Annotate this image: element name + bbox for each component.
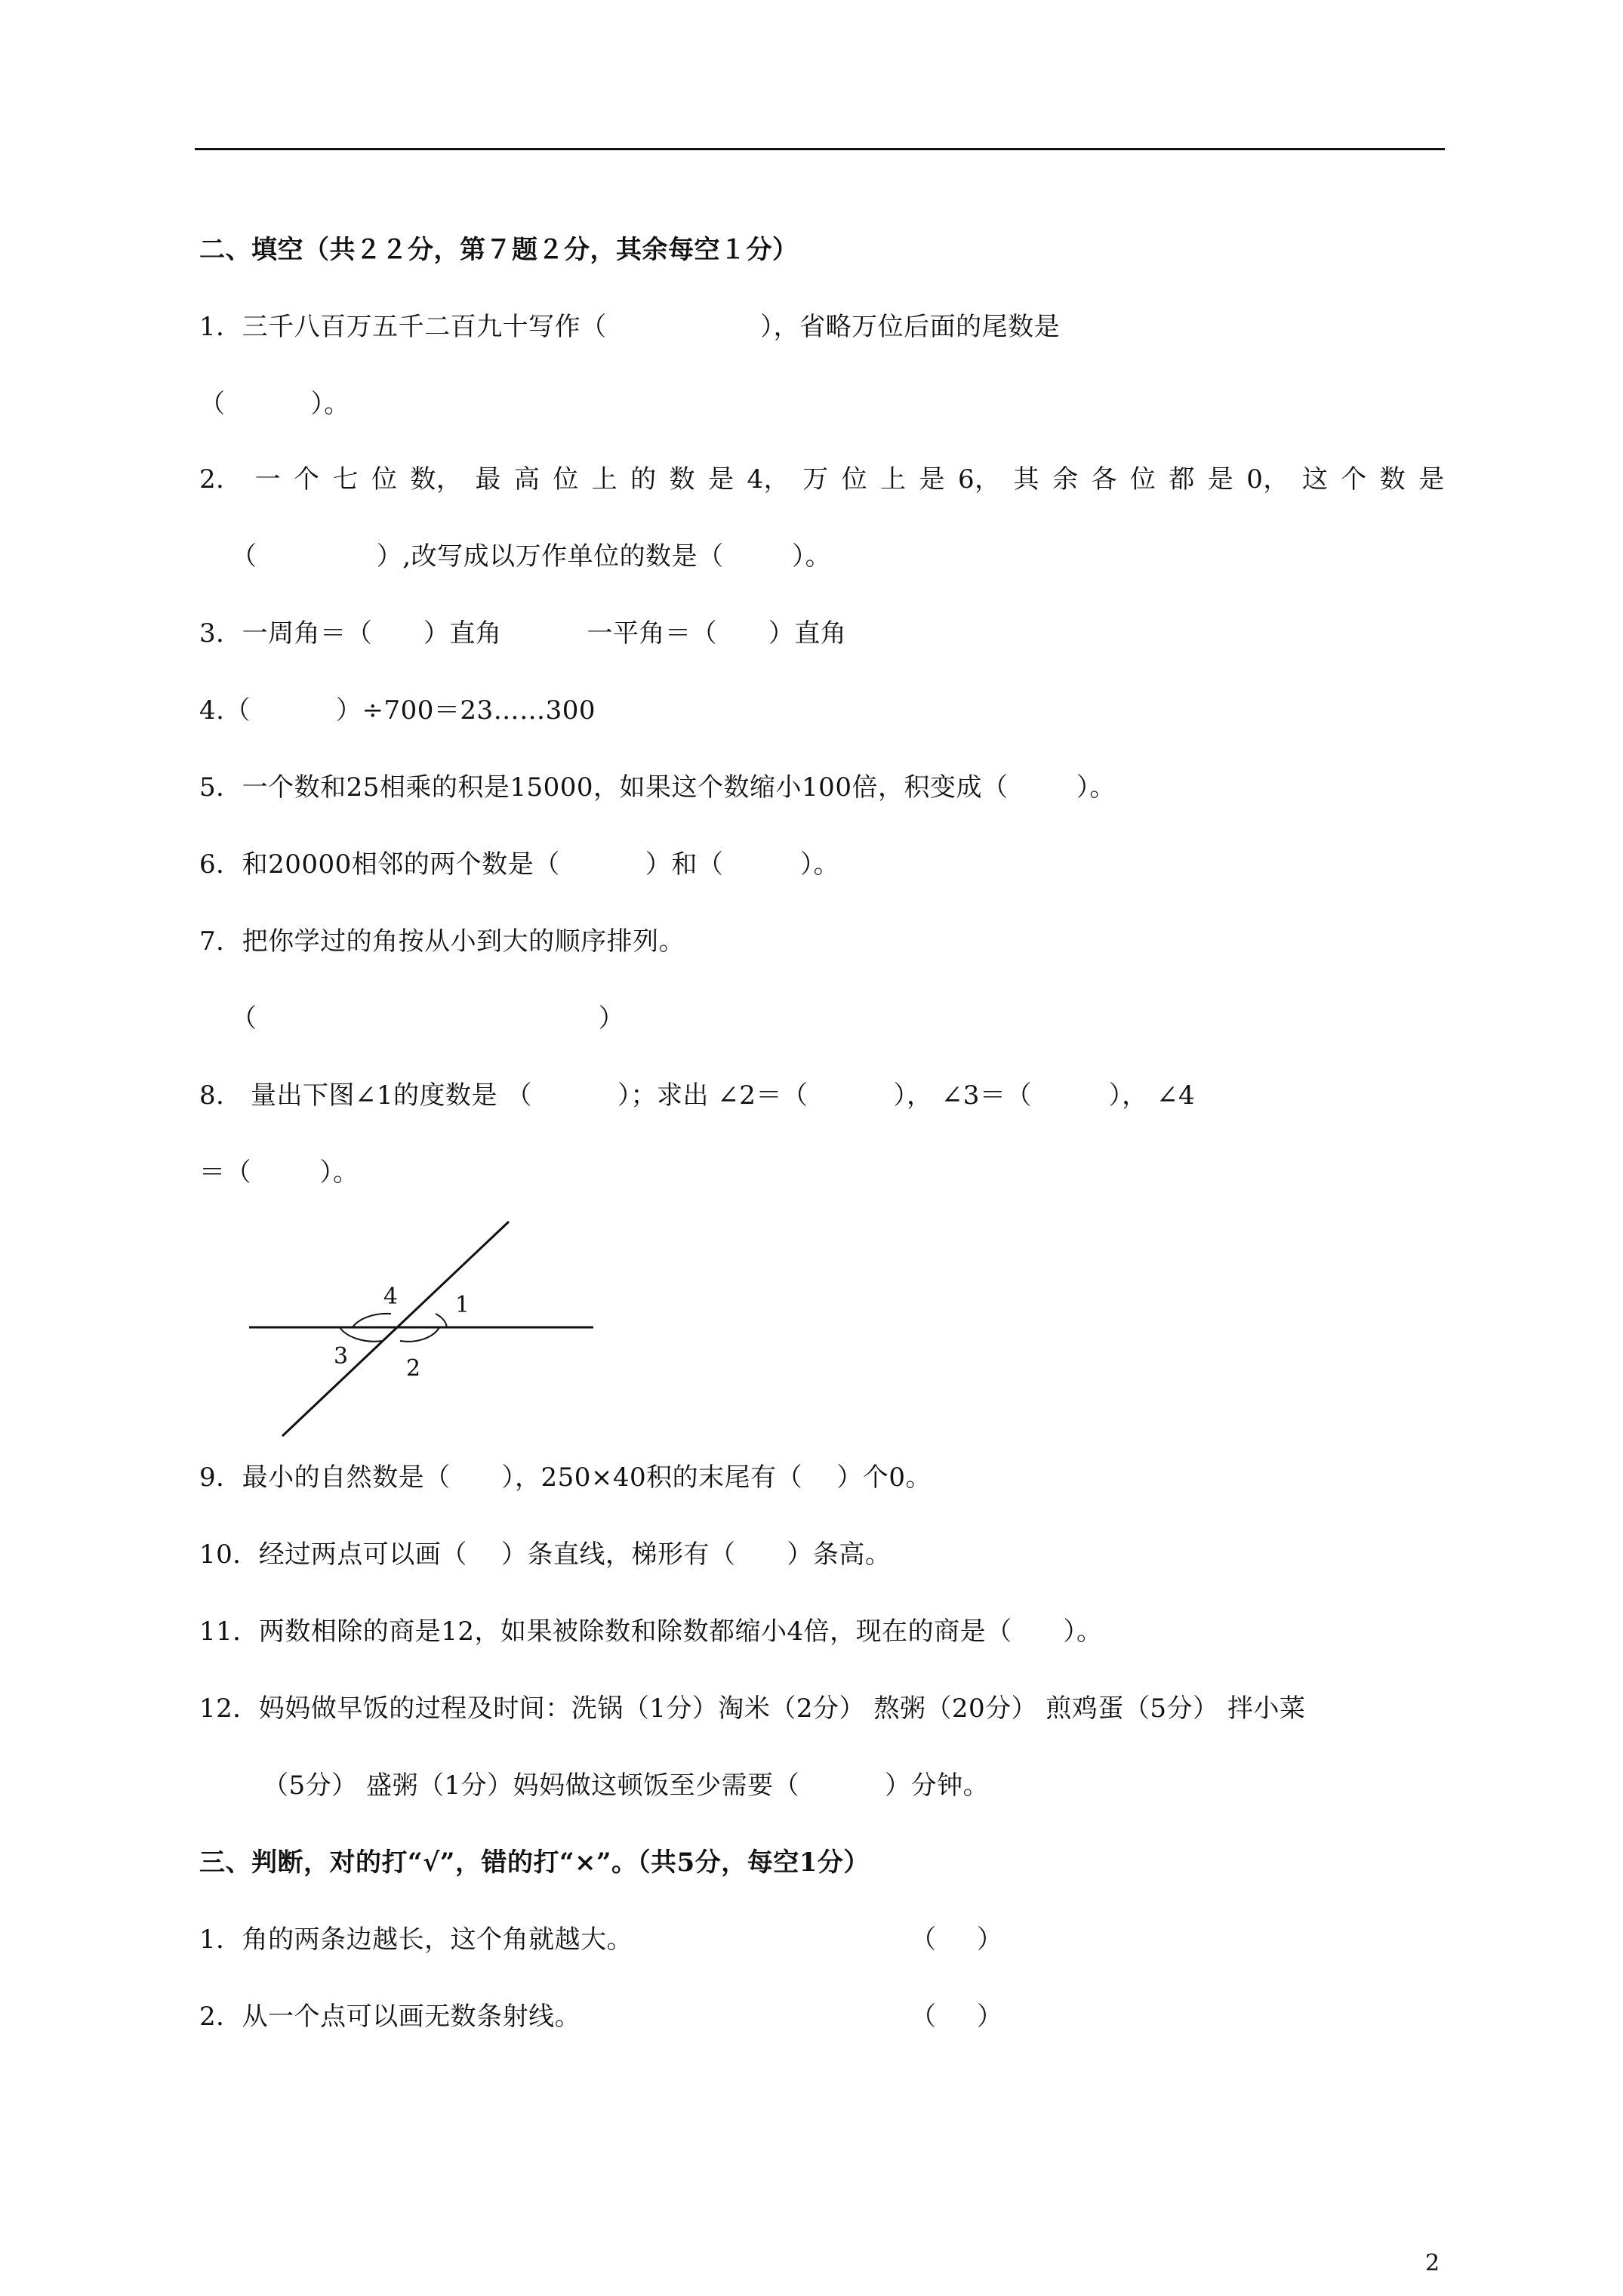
question-2-token: 各: [1091, 464, 1117, 495]
question-2-token: 一: [254, 464, 282, 495]
question-12-line-2: （5分） 盛粥（1分）妈妈做这顿饭至少需要（ ）分钟。: [263, 1771, 990, 1801]
question-2-token: 最: [475, 464, 501, 495]
question-2-token: 是: [1418, 464, 1445, 495]
question-2-token: 这: [1301, 464, 1329, 495]
question-2-token: 数: [669, 464, 696, 495]
question-7-line-1: 7．把你学过的角按从小到大的顺序排列。: [199, 926, 685, 957]
question-12-line-1: 12．妈妈做早饭的过程及时间：洗锅（1分）淘米（2分） 熬粥（20分） 煎鸡蛋（5分） 拌小菜: [199, 1693, 1306, 1724]
angle-label-1: 1: [455, 1292, 470, 1318]
statement-2-answer-blank[interactable]: （ ）: [910, 2002, 1003, 2032]
question-2-token: 上: [880, 464, 907, 495]
question-3: 3．一周角＝（ ）直角 一平角＝（ ）直角: [199, 618, 847, 649]
angle-label-3: 3: [334, 1343, 349, 1370]
angle-diagram: [242, 1208, 604, 1442]
question-7-line-2: （ ）: [231, 1003, 625, 1034]
question-2-token: 是: [708, 464, 735, 495]
angle-label-4: 4: [383, 1284, 399, 1310]
question-2-token: 是: [919, 464, 945, 495]
question-2-token: 数: [1379, 464, 1406, 495]
angle-1-arc: [436, 1314, 447, 1327]
question-2-token: 位: [841, 464, 868, 495]
section3-heading: 三、判断，对的打“√”，错的打“×”。（共5分，每空1分）: [199, 1848, 870, 1878]
header-rule: [195, 148, 1445, 150]
angle-3-arc: [340, 1327, 383, 1342]
question-11: 11．两数相除的商是12，如果被除数和除数都缩小4倍，现在的商是（ ）。: [199, 1616, 1103, 1647]
page-number: 2: [1425, 2250, 1440, 2276]
question-2-token: 的: [630, 464, 657, 495]
question-9: 9．最小的自然数是（ ），250×40积的末尾有（ ）个0。: [199, 1462, 932, 1493]
question-2-token: 数，: [410, 464, 463, 495]
question-2-token: 其: [1013, 464, 1040, 495]
question-2-token: 6，: [957, 464, 1001, 495]
question-2-token: 位: [553, 464, 579, 495]
question-2-token: 是: [1207, 464, 1234, 495]
question-2-line-1: [199, 462, 1445, 497]
angle-2-arc: [400, 1327, 439, 1342]
question-8-line-1: 8． 量出下图∠1的度数是 （ ）；求出 ∠2＝（ ）， ∠3＝（ ）， ∠4: [199, 1080, 1196, 1111]
question-2-token: 七: [332, 464, 359, 495]
question-2-line-2: （ ）,改写成以万作单位的数是（ ）。: [231, 541, 832, 572]
question-2-token: 0，: [1246, 464, 1289, 495]
question-2-token: 余: [1052, 464, 1079, 495]
question-2-token: 4，: [747, 464, 790, 495]
angle-label-2: 2: [406, 1355, 421, 1382]
transversal-line: [282, 1222, 509, 1436]
question-2-token: 高: [513, 464, 540, 495]
question-2-token: 个: [294, 464, 320, 495]
question-6: 6．和20000相邻的两个数是（ ）和（ ）。: [199, 849, 840, 880]
question-2-token: 上: [591, 464, 618, 495]
question-8-line-2: ＝（ ）。: [199, 1157, 359, 1188]
question-2-token: 位: [1129, 464, 1156, 495]
question-2-token: 位: [371, 464, 398, 495]
question-2-token: 2．: [199, 464, 242, 495]
angle-4-arc: [353, 1314, 391, 1327]
question-1-line-1: 1．三千八百万五千二百九十写作（ ），省略万位后面的尾数是: [199, 312, 1061, 342]
section2-heading: 二、填空（共２２分，第７题２分，其余每空１分）: [199, 235, 799, 265]
question-2-token: 都: [1169, 464, 1195, 495]
statement-1-answer-blank[interactable]: （ ）: [910, 1925, 1003, 1955]
question-5: 5．一个数和25相乘的积是15000，如果这个数缩小100倍，积变成（ ）。: [199, 772, 1116, 803]
statement-2-text: 2．从一个点可以画无数条射线。: [199, 2002, 581, 2032]
question-1-line-2: （ ）。: [199, 389, 350, 419]
statement-1-text: 1．角的两条边越长，这个角就越大。: [199, 1925, 633, 1955]
question-4: 4.（ ）÷700＝23……300: [199, 695, 596, 726]
question-10: 10．经过两点可以画（ ）条直线，梯形有（ ）条高。: [199, 1539, 892, 1570]
question-2-token: 个: [1341, 464, 1367, 495]
question-2-token: 万: [802, 464, 829, 495]
